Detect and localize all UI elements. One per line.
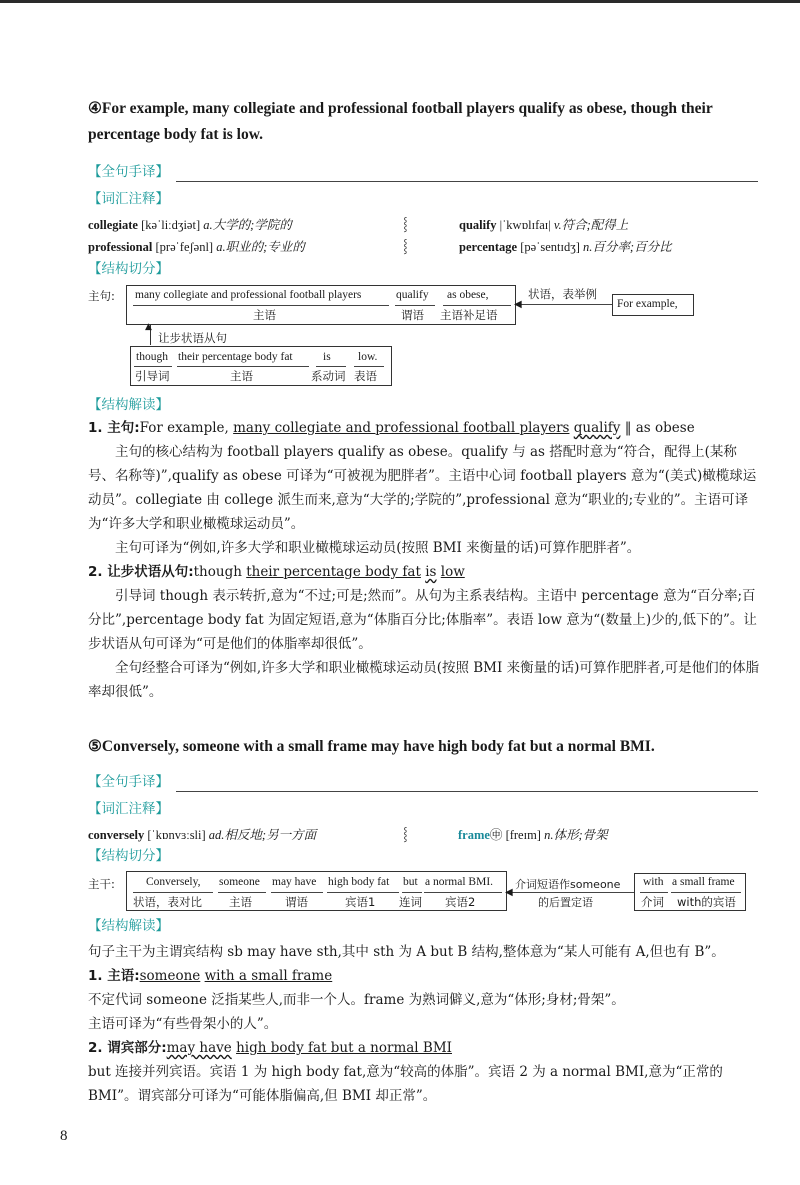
role-adverbial: 状语，表对比 <box>133 895 202 909</box>
main-subject: someone <box>219 876 260 888</box>
header-structure: 【结构切分】 <box>88 848 169 864</box>
point-1-translation: 主语可译为“有些骨架小的人”。 <box>88 1016 278 1032</box>
header-vocab: 【词汇注释】 <box>88 191 169 207</box>
phrase-prep: with <box>643 876 664 888</box>
underline <box>424 892 502 893</box>
vocab-frame: frame㊥ [freɪm] n.体形;骨架 <box>458 828 608 842</box>
adverbial-label: 状语，表举例 <box>528 287 597 301</box>
decor-icon: ⸾ <box>403 827 408 842</box>
point-1-body: 主句的核心结构为 football players qualify as obese。qualify 与 as 搭配时意为“符合，配得上(某称号、名称等)”,qualify as obese 可译为“可被视为肥胖者”。主语中心词 football players 意为“(美式)橄榄球运动员”。collegiate 由 college 派生而来,意为“大学的;学院的”,professional 意为“职业的;专业的”。主语可译为“许多大学和职业橄榄球运动员”。 <box>88 444 757 532</box>
main-conj: but <box>403 876 418 888</box>
role-subject: 主语 <box>229 895 252 909</box>
point-1-body: 不定代词 someone 泛指某些人,而非一个人。frame 为熟词僻义,意为“体形;身材;骨架”。 <box>88 992 625 1008</box>
top-border <box>0 0 800 3</box>
underline <box>640 892 668 893</box>
main-verb: qualify <box>396 289 429 301</box>
clause-subject: their percentage body fat <box>178 351 293 363</box>
role-conj: 引导词 <box>135 369 170 383</box>
underline <box>395 305 435 306</box>
header-structure: 【结构切分】 <box>88 261 169 277</box>
vocab-collegiate: collegiate [kəˈliːdʒiət] a.大学的;学院的 <box>88 218 292 232</box>
analysis-5 <box>88 940 760 1108</box>
decor-icon: ⸾ <box>403 239 408 254</box>
underline <box>443 305 511 306</box>
page-number: 8 <box>60 1128 68 1144</box>
main-clause-label: 主句: <box>88 289 115 303</box>
analysis-4 <box>88 416 760 704</box>
underline <box>134 366 172 367</box>
role-conj: 连词 <box>399 895 422 909</box>
underline <box>402 892 422 893</box>
sentence-4: ④For example, many collegiate and professional football players qualify as obese, though their percentage body fat is low. <box>88 100 713 143</box>
main-adverbial: Conversely, <box>146 876 201 888</box>
role-phrase-object: with的宾语 <box>677 895 736 909</box>
vocab-conversely: conversely [ˈkɒnvɜːsli] ad.相反地;另一方面 <box>88 828 317 842</box>
main-subject: many collegiate and professional football players <box>135 289 362 301</box>
header-translation: 【全句手译】 <box>88 774 169 790</box>
concessive-label: 让步状语从句 <box>158 331 227 345</box>
connector-line <box>507 892 634 893</box>
main-clause-label: 主干: <box>88 877 115 891</box>
point-2-line: 2. 让步状语从句:though their percentage body fat is low <box>88 564 465 580</box>
postmodifier-label: 介词短语作someone <box>515 878 621 891</box>
underline <box>671 892 741 893</box>
adverbial-text: For example, <box>617 298 678 310</box>
point-2-body: but 连接并列宾语。宾语 1 为 high body fat,意为“较高的体脂”。宾语 2 为 a normal BMI,意为“正常的 BMI”。谓宾部分可译为“可能体脂偏高,但 BMI 却正常”。 <box>88 1064 723 1104</box>
underline <box>354 366 384 367</box>
vocab-professional: professional [prəˈfeʃənl] a.职业的;专业的 <box>88 240 305 254</box>
main-complement: as obese, <box>447 289 489 301</box>
role-verb: 谓语 <box>285 895 308 909</box>
arrow-left-icon: ◀ <box>505 887 513 898</box>
role-verb: 谓语 <box>401 308 424 322</box>
vocab-qualify: qualify |ˈkwɒlɪfaɪ| v.符合;配得上 <box>459 218 629 232</box>
underline <box>271 892 323 893</box>
underline <box>177 366 309 367</box>
role-clause-subject: 主语 <box>230 369 253 383</box>
header-vocab: 【词汇注释】 <box>88 801 169 817</box>
underline <box>133 892 213 893</box>
translation-line <box>176 791 758 792</box>
clause-verb: is <box>323 351 331 363</box>
role-complement: 主语补足语 <box>440 308 498 322</box>
point-2-line: 2. 谓宾部分:may have high body fat but a normal BMI <box>88 1040 452 1056</box>
clause-pred: low. <box>358 351 378 363</box>
full-translation: 全句经整合可译为“例如,许多大学和职业橄榄球运动员(按照 BMI 来衡量的话)可算作肥胖者,可是他们的体脂率却很低”。 <box>88 660 760 700</box>
clause-conj: though <box>136 351 168 363</box>
point-1-translation: 主句可译为“例如,许多大学和职业橄榄球运动员(按照 BMI 来衡量的话)可算作肥胖者”。 <box>115 540 641 556</box>
point-1-line: 1. 主语:someone with a small frame <box>88 968 333 984</box>
underline <box>133 305 389 306</box>
role-linking: 系动词 <box>311 369 346 383</box>
arrow-left-icon: ◀ <box>514 299 522 310</box>
phrase-object: a small frame <box>672 876 735 888</box>
translation-line <box>176 181 758 182</box>
role-subject: 主语 <box>253 308 276 322</box>
role-object-2: 宾语2 <box>445 895 476 909</box>
role-object-1: 宾语1 <box>345 895 376 909</box>
header-analysis: 【结构解读】 <box>88 918 169 934</box>
point-2-body: 引导词 though 表示转折,意为“不过;可是;然而”。从句为主系表结构。主语中 percentage 意为“百分率;百分比”,percentage body fat 为固定短语,意为“体脂百分比;体脂率”。表语 low 意为“(数量上)少的,低下的”。让步状语从句可译为“可是他们的体脂率却很低”。 <box>88 588 757 652</box>
underline <box>218 892 266 893</box>
underline <box>316 366 346 367</box>
role-pred: 表语 <box>354 369 377 383</box>
connector-line <box>516 304 612 305</box>
vocab-percentage: percentage [pəˈsentɪdʒ] n.百分率;百分比 <box>459 240 672 254</box>
underline <box>327 892 399 893</box>
point-1-line: 1. 主句:For example, many collegiate and professional football players qualify ‖ as obese <box>88 420 695 436</box>
arrow-up-icon: ▲ <box>145 322 152 332</box>
main-verb: may have <box>272 876 317 888</box>
intro-text: 句子主干为主谓宾结构 sb may have sth,其中 sth 为 A but B 结构,整体意为“某人可能有 A,但也有 B”。 <box>88 944 725 960</box>
header-translation: 【全句手译】 <box>88 164 169 180</box>
decor-icon: ⸾ <box>403 217 408 232</box>
sentence-5: ⑤Conversely, someone with a small frame may have high body fat but a normal BMI. <box>88 738 655 755</box>
header-analysis: 【结构解读】 <box>88 397 169 413</box>
main-object-1: high body fat <box>328 876 390 888</box>
role-prep: 介词 <box>641 895 664 909</box>
postmodifier-label-2: 的后置定语 <box>538 896 593 909</box>
main-object-2: a normal BMI. <box>425 876 494 888</box>
